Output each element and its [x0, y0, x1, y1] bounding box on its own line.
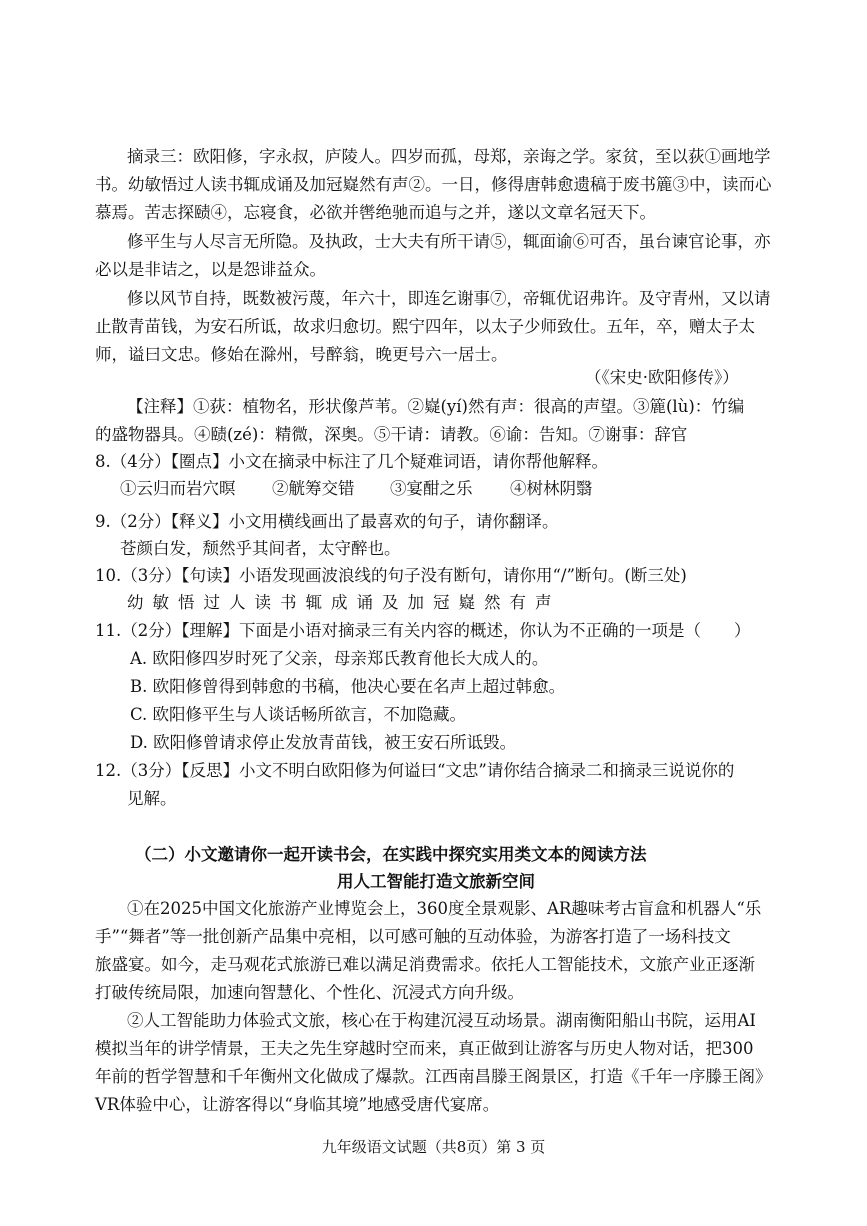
excerpt3-line: 书。幼敏悟过人读书辄成诵及加冠嶷然有声②。一日，修得唐韩愈遗稿于废书簏③中，读而心 — [95, 175, 772, 194]
question-11-option-c: C. 欧阳修平生与人谈话畅所欲言，不加隐藏。 — [130, 705, 467, 724]
question-8-option: ③宴酣之乐 — [390, 479, 473, 498]
question-8-option: ①云归而岩穴暝 — [120, 479, 236, 498]
source-citation: （《宋史·欧阳修传》） — [585, 368, 739, 387]
article-line: 模拟当年的讲学情景，王夫之先生穿越时空而来，真正做到让游客与历史人物对话，把300 — [95, 1039, 754, 1058]
question-11-stem: 11.（2分）【理解】下面是小语对摘录三有关内容的概述，你认为不正确的一项是（ ） — [95, 621, 751, 640]
excerpt3-line: 修以风节自持，既数被污蔑，年六十，即连乞谢事⑦，帝辄优诏弗许。及守青州，又以请 — [127, 289, 771, 308]
excerpt3-line: 慕焉。苦志探赜④，忘寝食，必欲并辔绝驰而追与之并，遂以文章名冠天下。 — [95, 203, 656, 222]
question-11-option-b: B. 欧阳修曾得到韩愈的书稿，他决心要在名声上超过韩愈。 — [130, 677, 566, 696]
question-11-option-d: D. 欧阳修曾请求停止发放青苗钱，被王安石所诋毁。 — [130, 733, 517, 752]
annotation-line: 【注释】①荻：植物名，形状像芦苇。②嶷(yí)然有声：很高的声望。③簏(lù)：竹编 — [127, 397, 745, 416]
excerpt3-line: 必以是非诘之，以是怨诽益众。 — [95, 260, 326, 279]
question-9-stem: 9.（2分）【释义】小文用横线画出了最喜欢的句子，请你翻译。 — [95, 512, 559, 531]
page-footer: 九年级语文试题（共8页）第 3 页 — [321, 1138, 546, 1156]
excerpt3-line: 摘录三：欧阳修，字永叔，庐陵人。四岁而孤，母郑，亲诲之学。家贫，至以荻①画地学 — [127, 147, 771, 166]
article-line: 年前的哲学智慧和千年衡州文化做成了爆款。江西南昌滕王阁景区，打造《千年一序滕王阁》 — [95, 1067, 772, 1086]
article-line: ②人工智能助力体验式文旅，核心在于构建沉浸互动场景。湖南衡阳船山书院，运用AI — [127, 1011, 756, 1030]
question-10-sentence: 幼敏悟过人读书辄成诵及加冠嶷然有声 — [127, 593, 561, 612]
article-line: 手”“舞者”等一批创新产品集中亮相，以可感可触的互动体验，为游客打造了一场科技文 — [95, 927, 731, 946]
question-8-option: ②觥筹交错 — [272, 479, 355, 498]
question-12-stem: 见解。 — [127, 789, 177, 808]
section-2-heading: （二）小文邀请你一起开读书会，在实践中探究实用类文本的阅读方法 — [135, 845, 647, 864]
article-line: 打破传统局限，加速向智慧化、个性化、沉浸式方向升级。 — [95, 983, 524, 1002]
excerpt3-line: 师，谥曰文忠。修始在滁州，号醉翁，晚更号六一居士。 — [95, 345, 508, 364]
excerpt3-line: 修平生与人尽言无所隐。及执政，士大夫有所干请⑤，辄面谕⑥可否，虽台谏官论事，亦 — [127, 232, 771, 251]
annotation-line: 的盛物器具。④赜(zé)：精微，深奥。⑤干请：请教。⑥谕：告知。⑦谢事：辞官 — [95, 425, 688, 444]
article-line: VR体验中心，让游客得以“身临其境”地感受唐代宴席。 — [95, 1095, 500, 1114]
article-title: 用人工智能打造文旅新空间 — [337, 872, 535, 891]
question-12-stem: 12.（3分）【反思】小文不明白欧阳修为何谥曰“文忠”请你结合摘录二和摘录三说说你的 — [95, 761, 735, 780]
excerpt3-line: 止散青苗钱，为安石所诋，故求归愈切。熙宁四年，以太子少师致仕。五年，卒，赠太子太 — [95, 317, 755, 336]
article-line: ①在2025中国文化旅游产业博览会上，360度全景观影、AR趣味考古盲盒和机器人“乐 — [127, 899, 762, 918]
question-8-stem: 8.（4分）【圈点】小文在摘录中标注了几个疑难词语，请你帮他解释。 — [95, 452, 608, 471]
question-8-option: ④树林阴翳 — [510, 479, 593, 498]
question-11-option-a: A. 欧阳修四岁时死了父亲，母亲郑氏教育他长大成人的。 — [130, 649, 549, 668]
article-line: 旅盛宴。如今，走马观花式旅游已难以满足消费需求。依托人工智能技术，文旅产业正逐渐 — [95, 955, 755, 974]
question-10-stem: 10.（3分）【句读】小语发现画波浪线的句子没有断句，请你用“/”断句。(断三处) — [95, 566, 687, 585]
question-9-sentence: 苍颜白发，颓然乎其间者，太守醉也。 — [120, 539, 401, 558]
